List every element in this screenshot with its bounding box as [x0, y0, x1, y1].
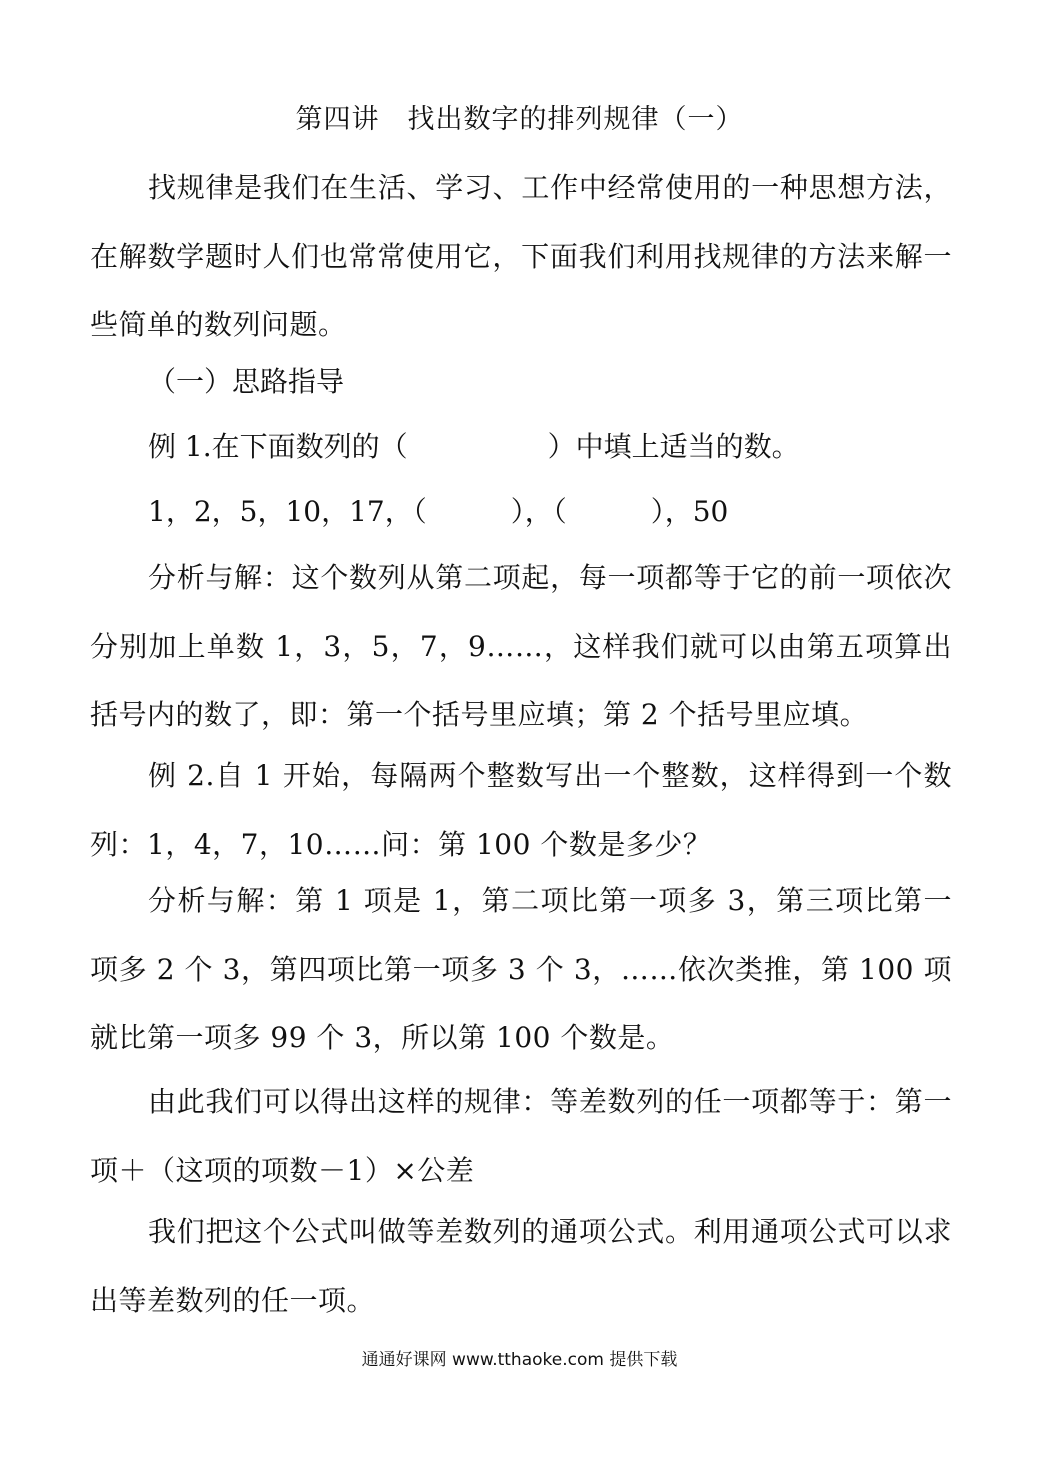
example-1-prompt: 例 1.在下面数列的（ ）中填上适当的数。 — [148, 430, 800, 463]
section-heading: （一）思路指导 — [148, 365, 345, 398]
lesson-title: 第四讲 找出数字的排列规律（一） — [295, 104, 744, 135]
example-2-prompt: 例 2.自 1 开始，每隔两个整数写出一个整数，这样得到一个数列：1，4，7，10……问：第 100 个数是多少？ — [90, 759, 952, 861]
rule-paragraph: 由此我们可以得出这样的规律：等差数列的任一项都等于：第一项＋（这项的项数－1）×公差 — [90, 1085, 952, 1187]
example-1-analysis: 分析与解：这个数列从第二项起，每一项都等于它的前一项依次分别加上单数 1，3，5，7，9……，这样我们就可以由第五项算出括号内的数了，即：第一个括号里应填；第 2 个括号里应填。 — [90, 561, 952, 731]
conclusion-paragraph: 我们把这个公式叫做等差数列的通项公式。利用通项公式可以求出等差数列的任一项。 — [90, 1215, 952, 1317]
page-footer: 通通好课网 www.tthaoke.com 提供下载 — [361, 1350, 678, 1370]
example-1-sequence: 1，2，5，10，17，（ ），（ ），50 — [148, 495, 729, 528]
example-2-analysis: 分析与解：第 1 项是 1，第二项比第一项多 3，第三项比第一项多 2 个 3，第四项比第一项多 3 个 3，……依次类推，第 100 项就比第一项多 99 个 3，所以第 100 个数是。 — [90, 884, 952, 1054]
intro-paragraph: 找规律是我们在生活、学习、工作中经常使用的一种思想方法，在解数学题时人们也常常使用它，下面我们利用找规律的方法来解一些简单的数列问题。 — [90, 171, 952, 341]
